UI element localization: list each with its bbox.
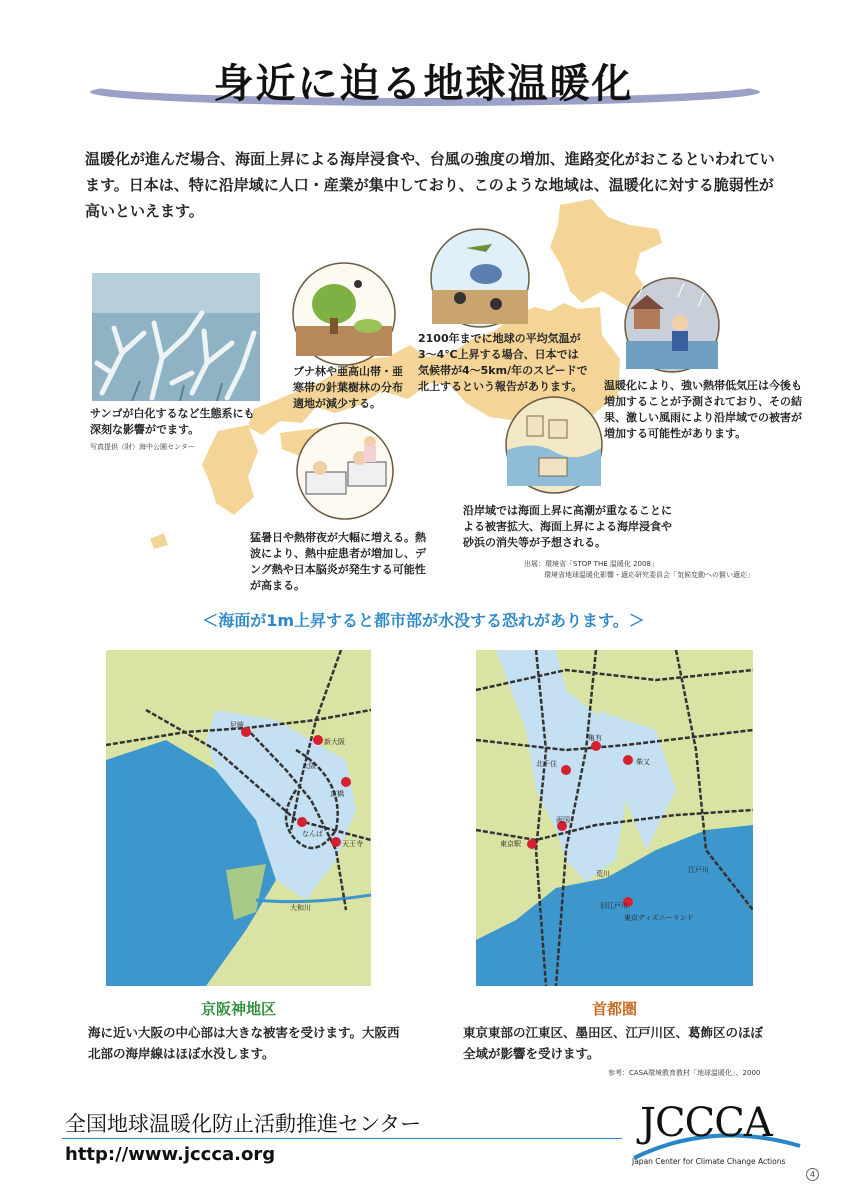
page-number: 4 [806, 1168, 819, 1181]
climate-zone-caption: 2100年までに地球の平均気温が3～4℃上昇する場合、日本では気候帯が4～5km/年のスピードで北上するという報告があります。 [418, 332, 588, 393]
source-line-1: 出展：環境省「STOP THE 温暖化 2008」 [524, 560, 658, 568]
label-osaka: 大阪 [302, 762, 316, 770]
intro-paragraph: 温暖化が進んだ場合、海面上昇による海岸浸食や、台風の強度の増加、進路変化がおこるといわれています。日本は、特に沿岸域に人口・産業が集中しており、このような地域は、温暖化に対する脆弱性が高いといえます。 [85, 150, 775, 220]
heat-caption: 猛暑日や熱帯夜が大幅に増える。熱波により、熱中症患者が増加し、デング熱や日本脳炎が発生する可能性が高まる。 [250, 531, 426, 592]
kansai-map-description: 海に近い大阪の中心部は大きな被害を受けます。大阪西北部の海岸線はほぼ水没します。 [88, 1025, 400, 1061]
label-kyu-edogawa: 旧江戸川 [600, 902, 628, 910]
kansai-map-title: 京阪神地区 [200, 1000, 276, 1018]
label-arakawa: 荒川 [596, 870, 610, 878]
map-reference: 参考：CASA環境教育教材「地球温暖化」、2000 [608, 1069, 761, 1077]
organization-name: 全国地球温暖化防止活動推進センター [65, 1112, 422, 1136]
source-line-2: 環境省地球温暖化影響・適応研究委員会「気候変動への賢い適応」 [544, 571, 754, 579]
label-tokyo-station: 東京駅 [500, 840, 521, 848]
label-tennoji: 天王寺 [342, 840, 363, 848]
label-shibamata: 柴又 [636, 758, 650, 766]
label-shinosaka: 新大阪 [324, 738, 345, 746]
footer-divider [62, 1138, 622, 1139]
page-title: 身近に迫る地球温暖化 [213, 61, 634, 107]
website-link[interactable]: http://www.jccca.org [65, 1144, 276, 1165]
label-kyobashi: 京橋 [330, 790, 344, 798]
kansai-flood-map [106, 650, 371, 986]
label-kitasenju: 北千住 [536, 760, 557, 768]
label-namba: なんば [302, 830, 323, 838]
label-ryogoku: 両国 [556, 816, 570, 824]
tokyo-map-description: 東京東部の江東区、墨田区、江戸川区、葛飾区のほぼ全域が影響を受けます。 [463, 1025, 764, 1061]
label-disneyland: 東京ディズニーランド [624, 914, 694, 922]
heat-illustration [296, 422, 394, 520]
sea-level-heading: ＜海面が1m上昇すると都市部が水没する恐れがあります。＞ [202, 611, 645, 630]
coast-illustration [505, 396, 603, 494]
tokyo-map-title: 首都圏 [591, 1000, 637, 1018]
storm-caption: 温暖化により、強い熱帯低気圧は今後も増加することが予測されており、その結果、激しい風雨により沿岸域での被害が増加する可能性があります。 [604, 379, 802, 440]
coast-caption: 沿岸域では海面上昇に高潮が重なることによる被害拡大、海面上昇による海岸浸食や砂浜の消失等が予想される。 [463, 504, 672, 549]
coral-bleaching-photo [92, 273, 260, 401]
forest-illustration [292, 262, 396, 366]
logo-subtitle: Japan Center for Climate Change Actions [632, 1157, 786, 1166]
label-edogawa: 江戸川 [688, 866, 709, 874]
storm-illustration [624, 277, 720, 373]
coral-caption: サンゴが白化するなど生態系にも深刻な影響がでます。 [90, 407, 255, 436]
coral-photo-credit: 写真提供（財）海中公園センター [90, 443, 195, 451]
forest-caption: ブナ林や亜高山帯・亜寒帯の針葉樹林の分布適地が減少する。 [293, 365, 403, 410]
tokyo-flood-map [476, 650, 753, 986]
climate-zone-illustration [430, 228, 530, 328]
label-yamato: 大和川 [290, 904, 311, 912]
label-amagasaki: 尼崎 [230, 721, 244, 729]
jccca-logo: JCCCA [640, 1100, 772, 1146]
label-kameari: 亀有 [588, 734, 602, 742]
